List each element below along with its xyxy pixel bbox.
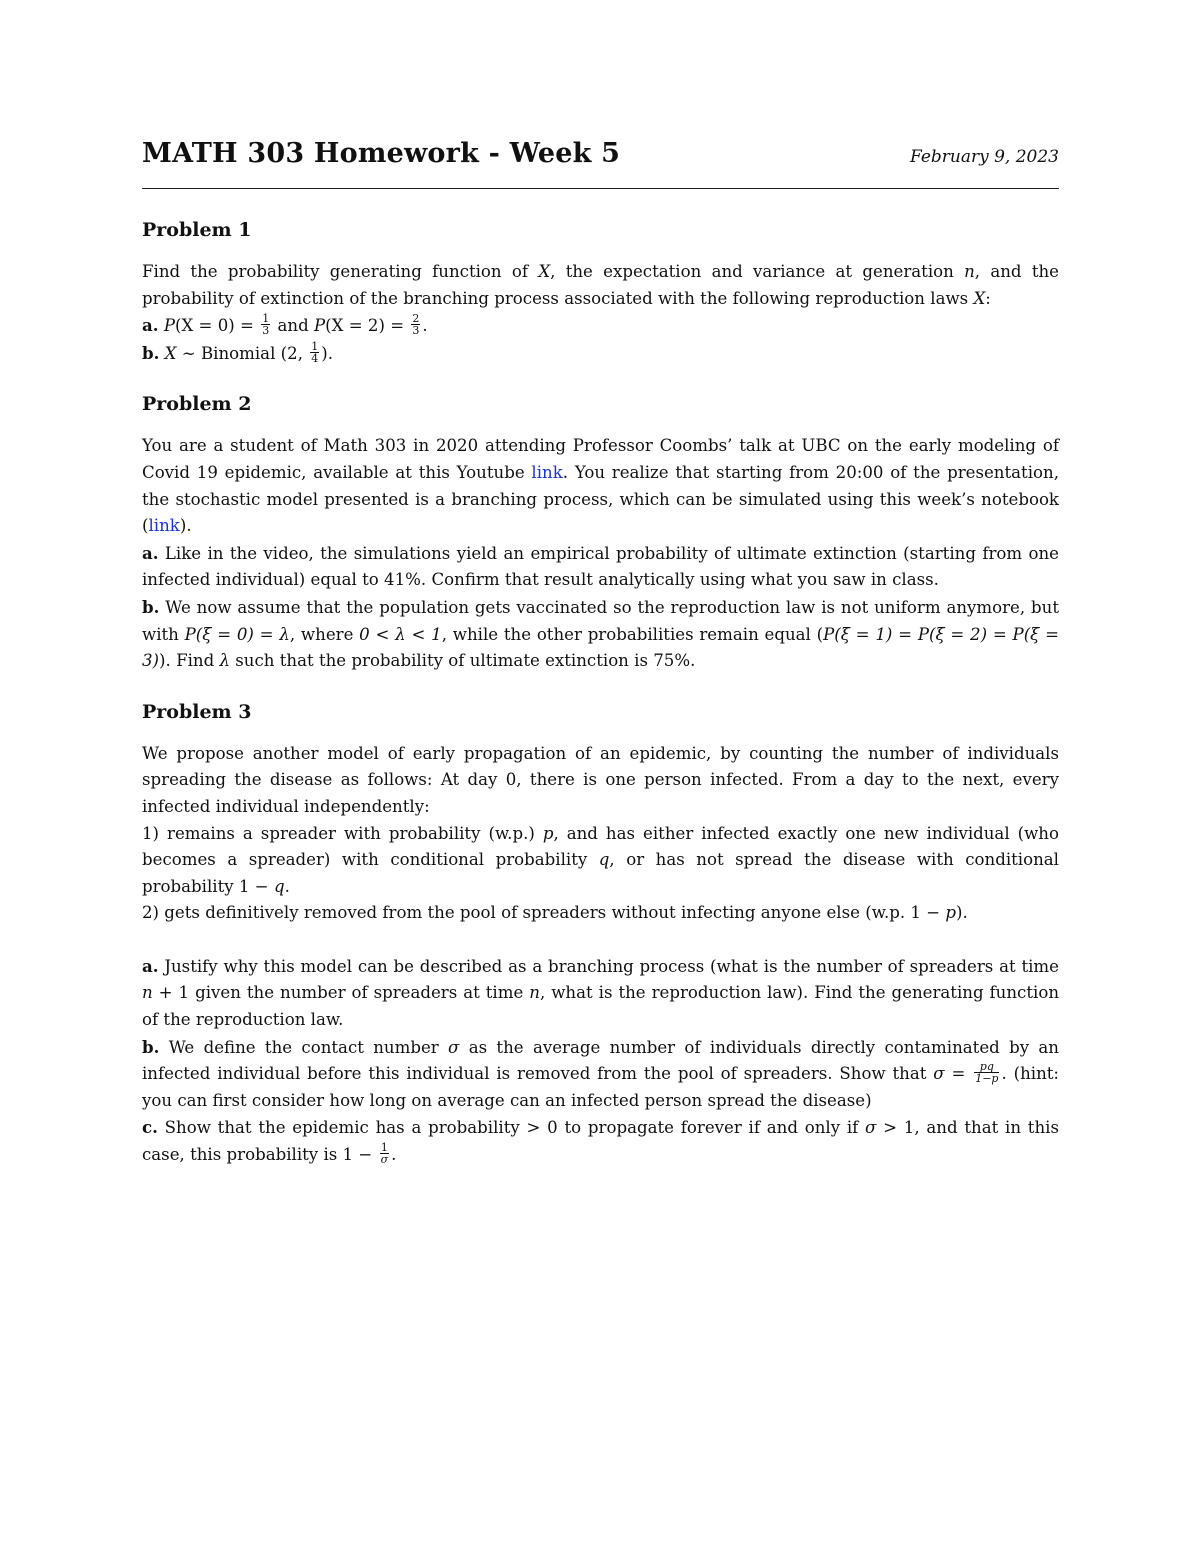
problem-1-heading: Problem 1 (142, 219, 252, 241)
fraction-one-over-sigma: $\frac{1}{\sigma}$ (380, 1141, 389, 1167)
problem-1-part-a-label: a. (142, 315, 159, 336)
problem-3-parts: a. Justify why this model can be described as a branching process (what is the number of spreaders at time n + 1 given the number of spreaders at time n, what is the reproduction law). Find the generating function of the reproduction law. b. We define the contact number σ as the average number of individuals directly contaminated by an infected individual before this individual is removed from the pool of spreaders. Show that σ = $\frac{pq}{1-p}$ . (hint: you can first consider how long on average can an infected person spread the disease) c. Show that the epidemic has a probability > 0 to propagate forever if and only if σ > 1, and that in this case, this probability is 1 − $\frac{1}{\sigma}$ . (142, 955, 1060, 1167)
problem-2-section (142, 393, 1059, 674)
problem-3-part-b-label: b. (142, 1036, 160, 1057)
document-page (142, 138, 1059, 1195)
fraction-one-fourth: $\frac{1}{4}$ (311, 339, 319, 365)
problem-1-section (142, 219, 1059, 367)
header-rule (142, 188, 1059, 189)
problem-3-heading: Problem 3 (142, 700, 252, 723)
fraction-two-thirds: $\frac{2}{3}$ (412, 312, 420, 338)
problem-2-text: You are a student of Math 303 in 2020 attending Professor Coombs’ talk at UBC on the early modeling of Covid 19 epidemic, available at this Youtube link. You realize that starting from 20:00 of the presentation, the stochastic model presented is a branching process, which can be simulated using this week’s notebook (link). a. Like in the video, the simulations yield an empirical probability of ultimate extinction (starting from one infected individual) equal to 41%. Confirm that result analytically using what you saw in class. b. We now assume that the population gets vaccinated so the reproduction law is not uniform anymore, but with P(ξ = 0) = λ, where 0 < λ < 1, while the other probabilities remain equal (P(ξ = 1) = P(ξ = 2) = P(ξ = 3)). Find λ such that the probability of ultimate extinction is 75%. (142, 436, 1059, 671)
problem-2-part-a-label: a. (142, 542, 159, 563)
document-header (142, 138, 1059, 178)
notebook-link[interactable]: link (148, 516, 180, 536)
problem-3-item-1: 1) remains a spreader with probability (w.p.) p, and has either infected exactly one new individual (who becomes a spreader) with conditional probability q, or has not spread the disease with conditional probability 1 − q. (142, 823, 1059, 896)
problem-1-part-b-label: b. (142, 342, 160, 363)
document-title: MATH 303 Homework - Week 5 (142, 138, 621, 169)
problem-3-part-c-label: c. (142, 1117, 158, 1138)
problem-1-intro: Find the probability generating function of X, the expectation and variance at generation n, and the probability of extinction of the branching process associated with the following reproduction laws X: a. P(X = 0) = $\frac{1}{3}$ and P(X = 2) = $\frac{2}{3}$ . b. X ∼ Binomial (2, $\frac{1}{4}$ ). (142, 262, 1059, 365)
problem-3-part-a-label: a. (142, 955, 159, 976)
problem-2-heading: Problem 2 (142, 393, 252, 416)
problem-3-section (142, 701, 1059, 1169)
youtube-link[interactable]: link (531, 462, 563, 482)
problem-3-item-2: 2) gets definitively removed from the pool of spreaders without infecting anyone else (w.p. 1 − p). (142, 903, 968, 923)
document-date: February 9, 2023 (909, 147, 1059, 167)
spacer (142, 927, 1059, 953)
fraction-pq-over-1-minus-p: $\frac{pq}{1-p}$ (975, 1060, 999, 1086)
fraction-one-third: $\frac{1}{3}$ (262, 312, 270, 338)
problem-3-intro: We propose another model of early propagation of an epidemic, by counting the number of individuals spreading the disease as follows: At day 0, there is one person infected. From a day to the next, every infected individual independently: 1) remains a spreader with probability (w.p.) p, and has either infected exactly one new individual (who becomes a spreader) with conditional probability q, or has not spread the disease with conditional probability 1 − q. 2) gets definitively removed from the pool of spreaders without infecting anyone else (w.p. 1 − p). (142, 743, 1059, 923)
problem-2-part-b-label: b. (142, 596, 160, 617)
